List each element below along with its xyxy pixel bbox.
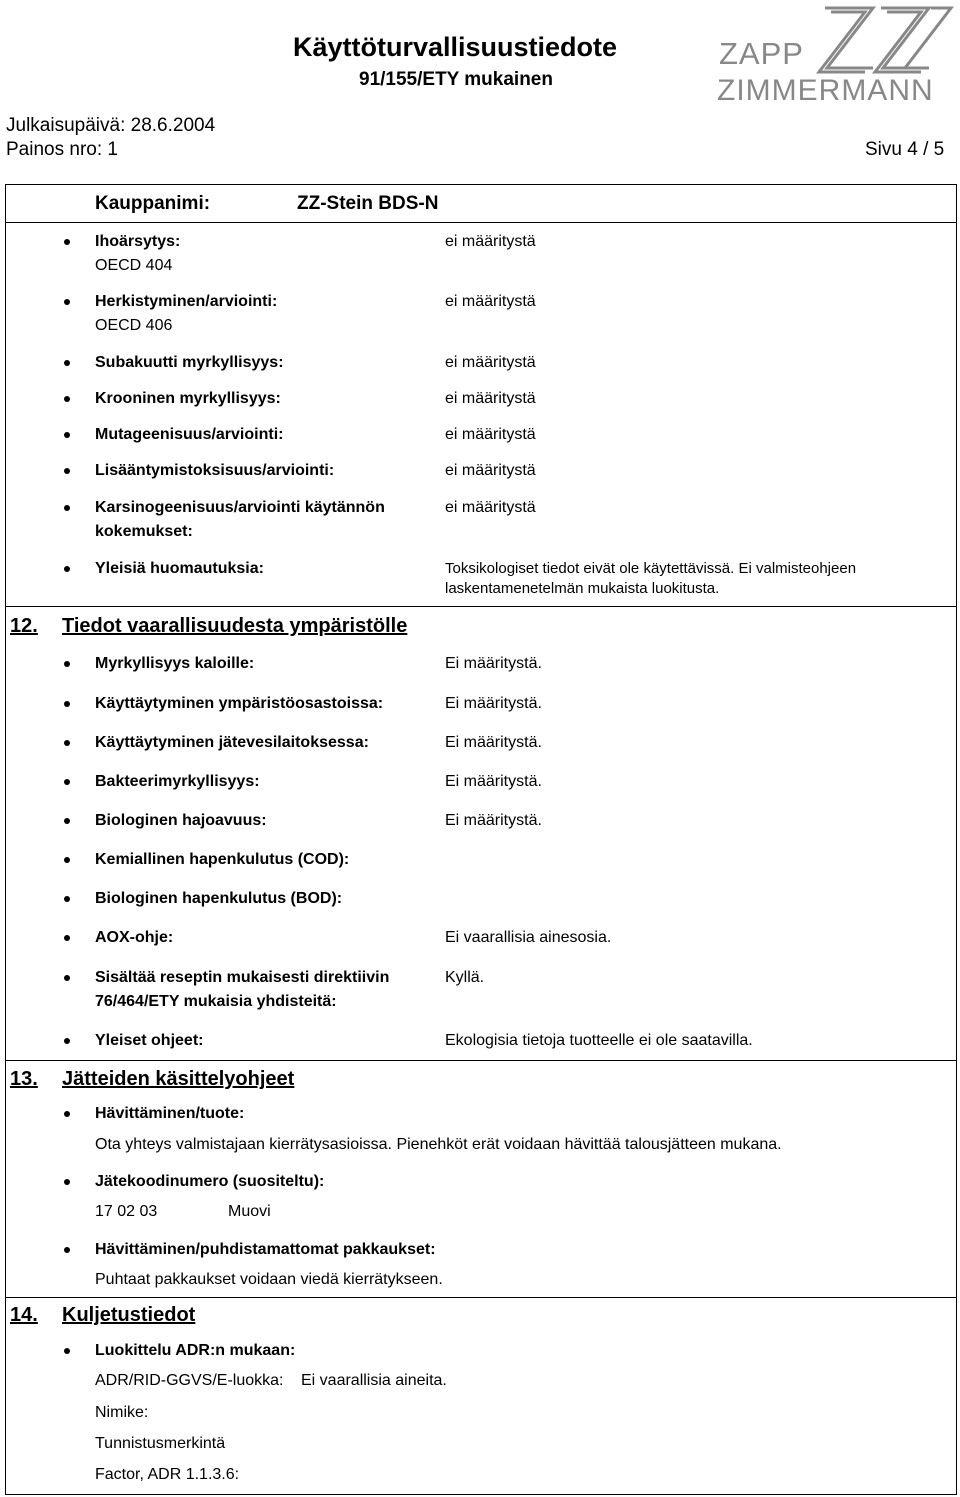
list-item-label: Mutageenisuus/arviointi: — [95, 426, 284, 443]
bullet-icon — [64, 505, 70, 511]
bullet-icon — [64, 896, 70, 902]
list-item-label: Herkistyminen/arviointi: — [95, 293, 278, 310]
list-item-value: Ei määritystä. — [445, 734, 542, 751]
adr-class-value: Ei vaarallisia aineita. — [301, 1372, 447, 1389]
bullet-icon — [64, 1111, 70, 1117]
frame-divider — [5, 606, 957, 607]
disposal-label: Hävittäminen/tuote: — [95, 1105, 245, 1122]
list-item-value: Ei vaarallisia ainesosia. — [445, 929, 612, 946]
section-12-heading — [10, 615, 407, 638]
logo-line-2: ZIMMERMANN — [717, 74, 934, 107]
waste-code-description: Muovi — [228, 1203, 271, 1220]
content-frame — [5, 184, 957, 1495]
list-item-label: Kemiallinen hapenkulutus (COD): — [95, 851, 350, 868]
list-item-value: Ei määritystä. — [445, 695, 542, 712]
list-item-label: Käyttäytyminen ympäristöosastoissa: — [95, 695, 384, 712]
list-item-label: Käyttäytyminen jätevesilaitoksessa: — [95, 734, 369, 751]
bullet-icon — [64, 432, 70, 438]
list-item-value: Ei määritystä. — [445, 773, 542, 790]
list-item-label: Sisältää reseptin mukaisesti direktiivin 76/464/ETY mukaisia yhdisteitä: — [95, 969, 390, 1010]
section-14-heading — [10, 1304, 195, 1327]
list-item-label: Biologinen hapenkulutus (BOD): — [95, 890, 343, 907]
section-title: Tiedot vaarallisuudesta ympäristölle — [62, 615, 408, 637]
bullet-icon — [64, 396, 70, 402]
list-item-value: ei määritystä — [445, 233, 536, 250]
edition-number: Painos nro: 1 — [6, 139, 118, 160]
factor-label: Factor, ADR 1.1.3.6: — [95, 1466, 240, 1483]
waste-code: 17 02 03 — [95, 1203, 158, 1220]
logo-line-1: ZAPP — [719, 36, 804, 71]
bullet-icon — [64, 468, 70, 474]
section-number: 12. — [10, 615, 38, 637]
bullet-icon — [64, 935, 70, 941]
publish-date: Julkaisupäivä: 28.6.2004 — [6, 115, 216, 136]
list-item-label: Subakuutti myrkyllisyys: — [95, 354, 284, 371]
bullet-icon — [64, 740, 70, 746]
section-number: 14. — [10, 1304, 38, 1326]
bullet-icon — [64, 818, 70, 824]
list-item-value: Ekologisia tietoja tuotteelle ei ole saatavilla. — [445, 1032, 753, 1049]
bullet-icon — [64, 239, 70, 245]
adr-class-label: ADR/RID-GGVS/E-luokka: — [95, 1372, 284, 1389]
bullet-icon — [64, 1038, 70, 1044]
bullet-icon — [64, 975, 70, 981]
bullet-icon — [64, 1247, 70, 1253]
list-item-value: Ei määritystä. — [445, 812, 542, 829]
list-item-label: Yleisiä huomautuksia: — [95, 560, 264, 577]
bullet-icon — [64, 299, 70, 305]
adr-classification-label: Luokittelu ADR:n mukaan: — [95, 1342, 296, 1359]
frame-divider — [5, 1060, 957, 1061]
list-item-value: ei määritystä — [445, 293, 536, 310]
company-logo — [715, 4, 955, 108]
list-item-sub: OECD 406 — [95, 317, 173, 334]
bullet-icon — [64, 661, 70, 667]
section-title: Jätteiden käsittelyohjeet — [62, 1068, 295, 1090]
packaging-text: Puhtaat pakkaukset voidaan viedä kierrätykseen. — [95, 1271, 443, 1288]
name-label: Nimike: — [95, 1404, 149, 1421]
section-13-heading — [10, 1068, 294, 1091]
bullet-icon — [64, 360, 70, 366]
list-item-value: ei määritystä — [445, 499, 536, 516]
list-item-sub: OECD 404 — [95, 257, 173, 274]
marking-label: Tunnistusmerkintä — [95, 1435, 226, 1452]
bullet-icon — [64, 566, 70, 572]
frame-divider — [5, 222, 957, 223]
list-item-label: Krooninen myrkyllisyys: — [95, 390, 281, 407]
document-title: Käyttöturvallisuustiedote — [293, 32, 618, 62]
list-item-label: AOX-ohje: — [95, 929, 174, 946]
trade-name-label: Kauppanimi: — [95, 193, 211, 214]
list-item-value: Ei määritystä. — [445, 655, 542, 672]
page-number: Sivu 4 / 5 — [865, 139, 945, 160]
packaging-label: Hävittäminen/puhdistamattomat pakkaukset: — [95, 1241, 436, 1258]
bullet-icon — [64, 701, 70, 707]
frame-divider — [5, 1297, 957, 1298]
list-item-label: Biologinen hajoavuus: — [95, 812, 267, 829]
section-number: 13. — [10, 1068, 38, 1090]
list-item-value: ei määritystä — [445, 426, 536, 443]
list-item-value: Toksikologiset tiedot eivät ole käytettävissä. Ei valmisteohjeen laskentamenetelmän mukaista luokitusta. — [445, 560, 857, 597]
list-item-label: Karsinogeenisuus/arviointi käytännön kokemukset: — [95, 499, 385, 540]
list-item-value: ei määritystä — [445, 462, 536, 479]
list-item-value: ei määritystä — [445, 390, 536, 407]
list-item-label: Bakteerimyrkyllisyys: — [95, 773, 260, 790]
list-item-label: Lisääntymistoksisuus/arviointi: — [95, 462, 335, 479]
document-subtitle: 91/155/ETY mukainen — [359, 69, 553, 90]
bullet-icon — [64, 857, 70, 863]
list-item-value: Kyllä. — [445, 969, 485, 986]
list-item-label: Myrkyllisyys kaloille: — [95, 655, 255, 672]
section-title: Kuljetustiedot — [62, 1304, 196, 1326]
disposal-text: Ota yhteys valmistajaan kierrätysasioissa. Pienehköt erät voidaan hävittää talousjätteen mukana. — [95, 1136, 782, 1153]
list-item-value: ei määritystä — [445, 354, 536, 371]
trade-name-value: ZZ-Stein BDS-N — [297, 193, 439, 214]
list-item-label: Yleiset ohjeet: — [95, 1032, 204, 1049]
bullet-icon — [64, 1179, 70, 1185]
bullet-icon — [64, 779, 70, 785]
bullet-icon — [64, 1348, 70, 1354]
waste-code-label: Jätekoodinumero (suositeltu): — [95, 1173, 325, 1190]
list-item-label: Ihoärsytys: — [95, 233, 181, 250]
